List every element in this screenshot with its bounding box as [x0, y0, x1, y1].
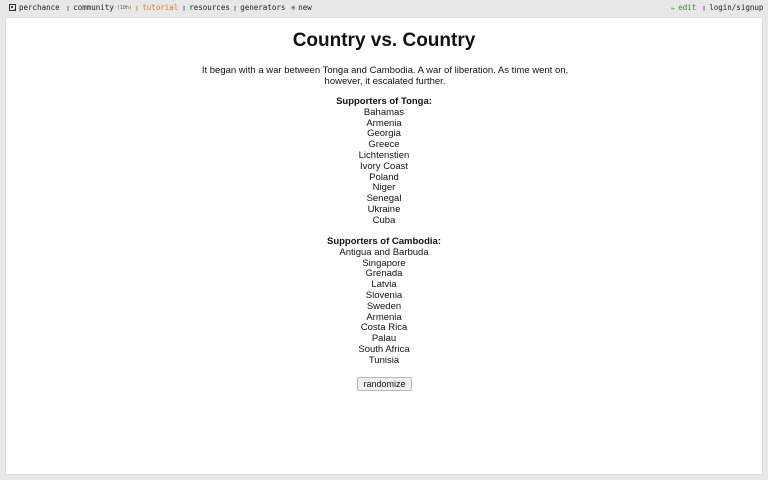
dice-icon: [9, 4, 16, 11]
resources-icon: ▯: [182, 3, 187, 12]
list-item: Costa Rica: [360, 322, 408, 334]
cambodia-supporters-header: Supporters of Cambodia:: [326, 236, 441, 247]
nav-tutorial-link[interactable]: [135, 3, 178, 12]
list-item: Armenia: [366, 117, 402, 129]
list-item: Georgia: [367, 128, 401, 140]
generators-icon: ▯: [233, 3, 238, 12]
list-item: Bahamas: [363, 106, 405, 118]
tonga-supporters-list: [6, 108, 762, 227]
nav-login-label: login/signup: [709, 3, 764, 12]
tonga-supporters-section: [6, 97, 762, 227]
list-item: Cuba: [372, 214, 396, 226]
list-item: Tunisia: [368, 354, 400, 366]
intro-line-2: however, it escalated further.: [324, 76, 446, 87]
list-item: Singapore: [362, 257, 406, 269]
community-icon: ▯: [66, 3, 71, 12]
generator-output-panel: [5, 17, 763, 475]
user-icon: ▯: [702, 3, 707, 12]
randomize-button[interactable]: randomize: [357, 377, 412, 391]
nav-brand-label: perchance: [19, 3, 60, 12]
nav-generators-link[interactable]: [233, 3, 285, 12]
list-item: Niger: [372, 182, 396, 194]
list-item: Armenia: [366, 311, 402, 323]
list-item: Palau: [371, 333, 397, 345]
tonga-supporters-header: Supporters of Tonga:: [336, 96, 432, 107]
intro-text: [196, 65, 574, 87]
page-title: Country vs. Country: [292, 30, 476, 51]
cambodia-supporters-list: [6, 248, 762, 367]
list-item: Slovenia: [365, 289, 403, 301]
list-item: Antigua and Barbuda: [339, 246, 429, 258]
nav-new-link[interactable]: [291, 3, 312, 12]
intro-line-1: It began with a war between Tonga and Cambodia. A war of liberation. As time went on,: [201, 65, 569, 76]
tutorial-icon: ▯: [135, 3, 140, 12]
nav-edit-label: edit: [678, 3, 697, 12]
nav-resources-label: resources: [189, 3, 230, 12]
nav-resources-link[interactable]: [182, 3, 230, 12]
nav-community-label: community: [73, 3, 114, 12]
list-item: Grenada: [365, 268, 403, 280]
nav-home-link[interactable]: [9, 3, 60, 12]
nav-edit-link[interactable]: [671, 3, 696, 12]
top-nav-bar: [0, 0, 768, 15]
nav-login-link[interactable]: [702, 3, 763, 12]
list-item: Senegal: [366, 193, 402, 205]
cambodia-supporters-section: [6, 237, 762, 367]
nav-new-label: new: [298, 3, 312, 12]
list-item: Sweden: [366, 300, 402, 312]
nav-community-link[interactable]: [66, 3, 132, 12]
list-item: Ivory Coast: [359, 160, 409, 172]
list-item: Greece: [368, 139, 400, 151]
pencil-icon: ✏: [671, 3, 676, 12]
nav-generators-label: generators: [240, 3, 286, 12]
list-item: Latvia: [371, 279, 397, 291]
list-item: Poland: [369, 171, 399, 183]
list-item: Lichtenstien: [358, 149, 410, 161]
plus-circle-icon: ⊕: [291, 3, 296, 12]
list-item: South Africa: [358, 343, 410, 355]
nav-community-count: (10h): [116, 4, 132, 11]
list-item: Ukraine: [367, 203, 401, 215]
nav-tutorial-label: tutorial: [142, 3, 179, 12]
